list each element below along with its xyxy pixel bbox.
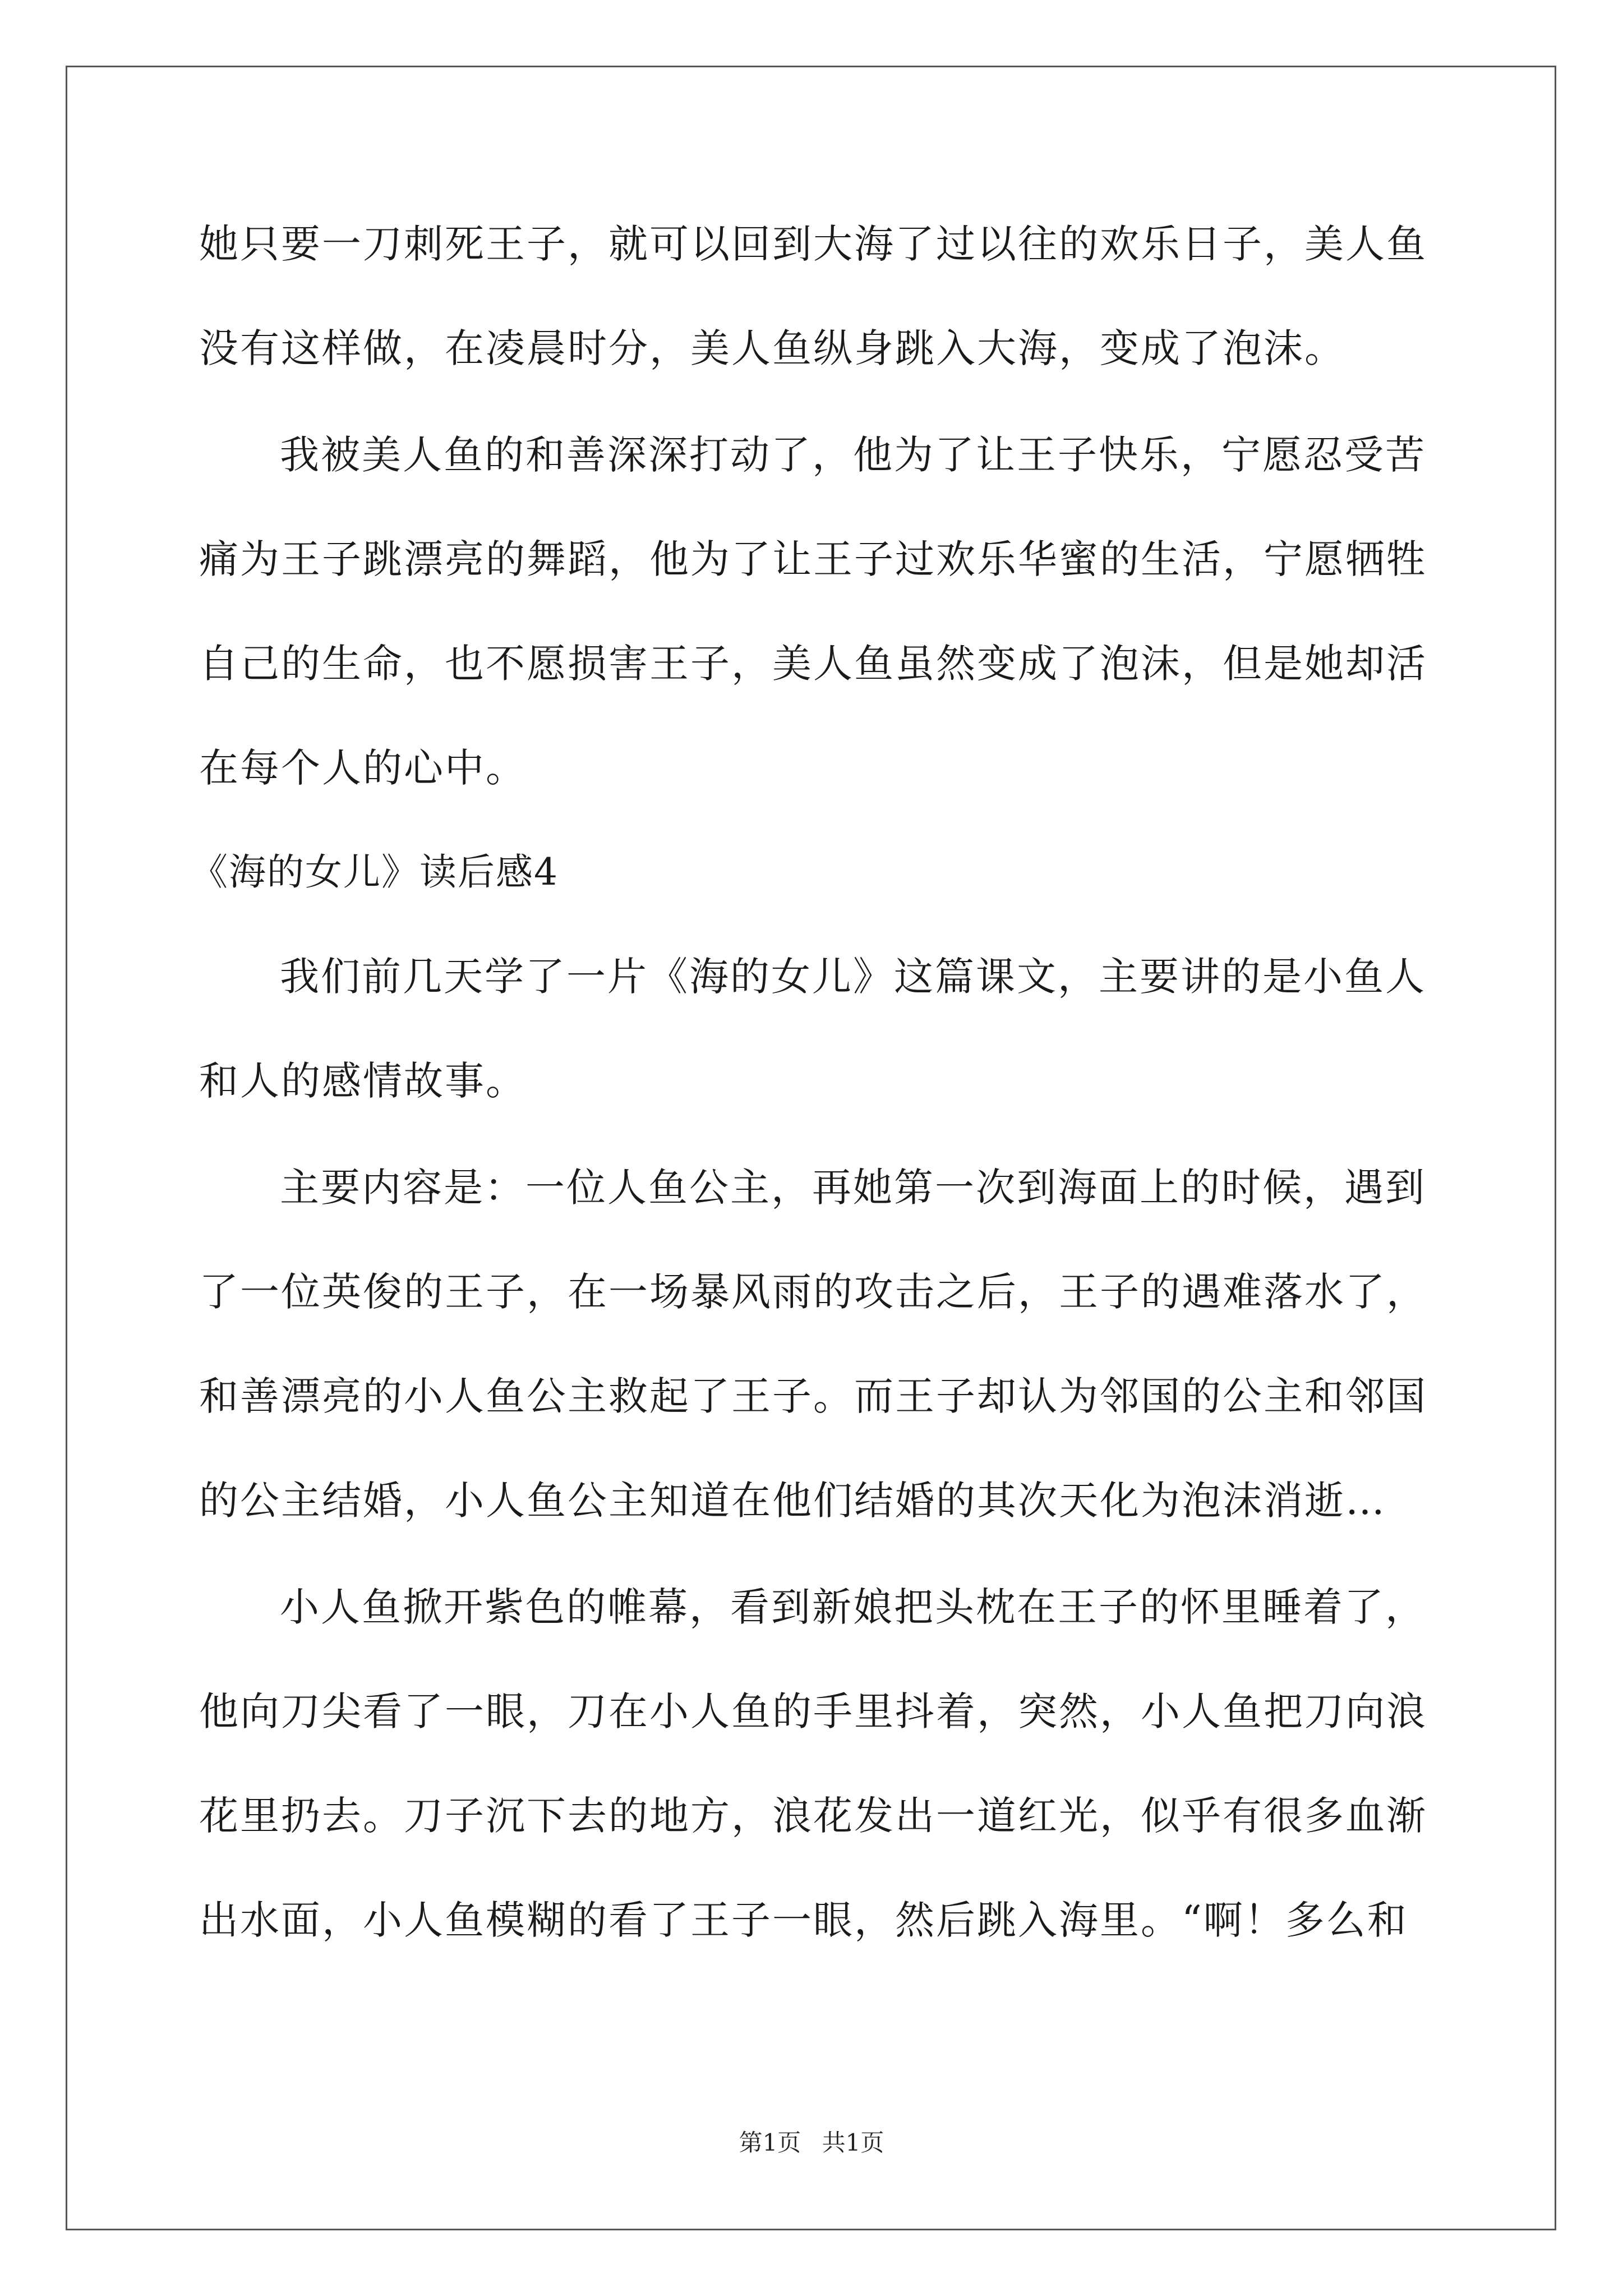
text-line: 自己的生命，也不愿损害王子，美人鱼虽然变成了泡沫，但是她却活 bbox=[199, 641, 1427, 687]
text-line: 痛为王子跳漂亮的舞蹈，他为了让王子过欢乐华蜜的生活，宁愿牺牲 bbox=[199, 536, 1427, 582]
document-body bbox=[191, 219, 1433, 1945]
text-line: 和善漂亮的小人鱼公主救起了王子。而王子却认为邻国的公主和邻国 bbox=[199, 1373, 1427, 1419]
text-line: 和人的感情故事。 bbox=[199, 1058, 527, 1104]
page-number: 第1页 bbox=[739, 2129, 801, 2156]
text-line: 她只要一刀刺死王子，就可以回到大海了过以往的欢乐日子，美人鱼 bbox=[199, 221, 1427, 267]
paragraph-first-line: 主要内容是：一位人鱼公主，再她第一次到海面上的时候，遇到 bbox=[280, 1165, 1426, 1211]
page-footer bbox=[0, 2126, 1623, 2160]
text-line: 花里扔去。刀子沉下去的地方，浪花发出一道红光，似乎有很多血渐 bbox=[199, 1793, 1427, 1839]
text-line: 出水面，小人鱼模糊的看了王子一眼，然后跳入海里。“啊！多么和 bbox=[199, 1897, 1408, 1943]
paragraph-first-line: 我被美人鱼的和善深深打动了，他为了让王子快乐，宁愿忍受苦 bbox=[280, 432, 1426, 478]
section-heading: 《海的女儿》读后感4 bbox=[191, 850, 559, 894]
page-total: 共1页 bbox=[822, 2129, 884, 2156]
text-line: 的公主结婚，小人鱼公主知道在他们结婚的其次天化为泡沫消逝… bbox=[199, 1478, 1386, 1524]
text-line: 在每个人的心中。 bbox=[199, 745, 527, 791]
text-line: 没有这样做，在凌晨时分，美人鱼纵身跳入大海，变成了泡沫。 bbox=[199, 325, 1345, 371]
text-line: 他向刀尖看了一眼，刀在小人鱼的手里抖着，突然，小人鱼把刀向浪 bbox=[199, 1688, 1427, 1734]
text-line: 了一位英俊的王子，在一场暴风雨的攻击之后，王子的遇难落水了， bbox=[199, 1269, 1427, 1315]
paragraph-first-line: 我们前几天学了一片《海的女儿》这篇课文，主要讲的是小鱼人 bbox=[280, 954, 1426, 1000]
paragraph-first-line: 小人鱼掀开紫色的帷幕，看到新娘把头枕在王子的怀里睡着了， bbox=[280, 1584, 1426, 1630]
